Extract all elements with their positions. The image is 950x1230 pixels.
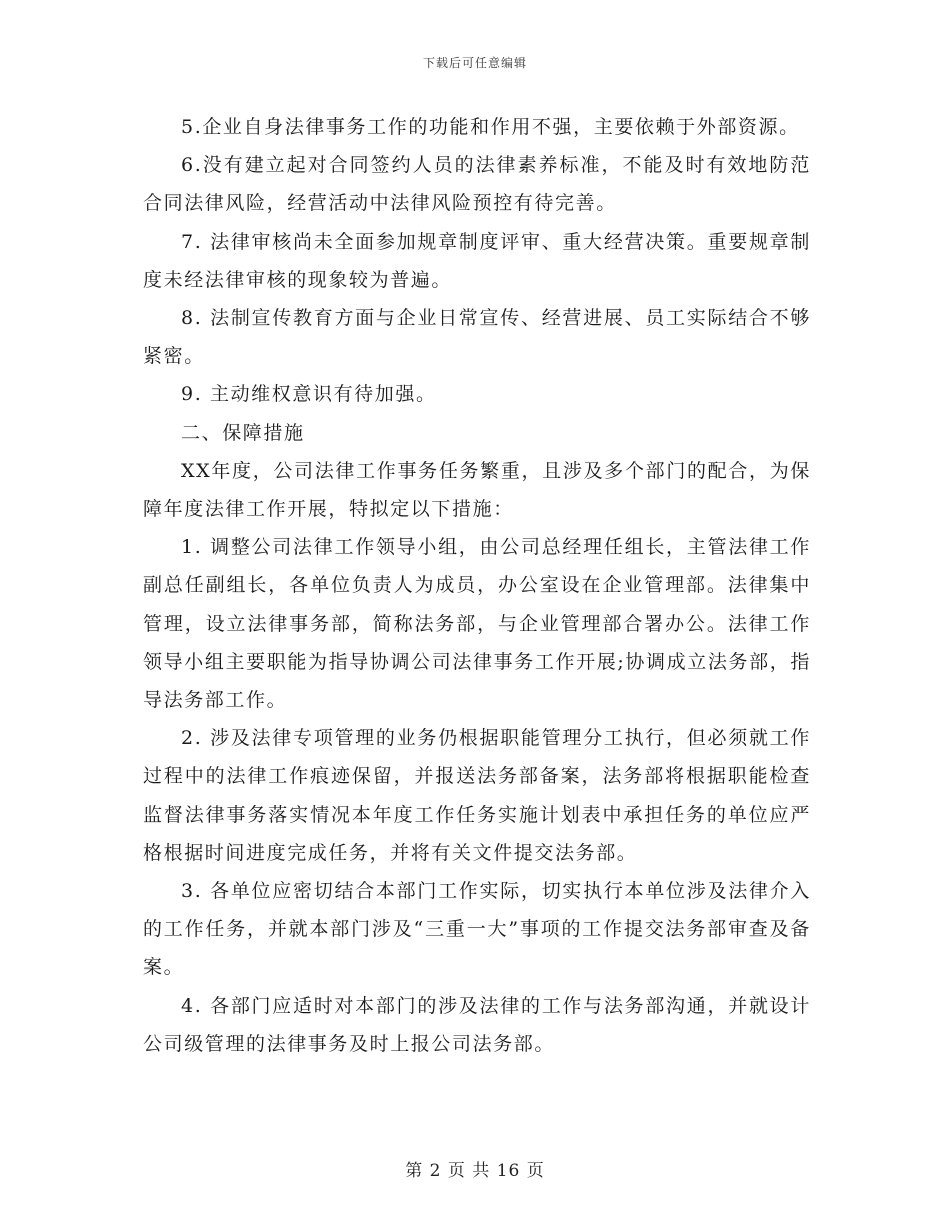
paragraph: 7. 法律审核尚未全面参加规章制度评审、重大经营决策。重要规章制度未经法律审核的现象较为普遍。 bbox=[143, 230, 811, 291]
page-number: 第 2 页 共 16 页 bbox=[405, 1161, 545, 1181]
paragraph: 5.企业自身法律事务工作的功能和作用不强，主要依赖于外部资源。 bbox=[181, 116, 800, 138]
header-note: 下载后可任意编辑 bbox=[422, 56, 527, 70]
paragraph: 3. 各单位应密切结合本部门工作实际，切实执行本单位涉及法律介入的工作任务，并就本部门涉及“三重一大”事项的工作提交法务部审查及备案。 bbox=[143, 880, 811, 979]
paragraph: 4. 各部门应适时对本部门的涉及法律的工作与法务部沟通，并就设计公司级管理的法律事务及时上报公司法务部。 bbox=[143, 994, 811, 1055]
paragraph: XX年度，公司法律工作事务任务繁重，且涉及多个部门的配合，为保障年度法律工作开展，特拟定以下措施： bbox=[143, 459, 811, 521]
paragraph: 9. 主动维权意识有待加强。 bbox=[181, 383, 437, 406]
paragraph: 6.没有建立起对合同签约人员的法律素养标准，不能及时有效地防范合同法律风险，经营活动中法律风险预控有待完善。 bbox=[143, 154, 811, 215]
paragraph: 2. 涉及法律专项管理的业务仍根据职能管理分工执行，但必须就工作过程中的法律工作痕迹保留，并报送法务部备案，法务部将根据职能检查监督法律事务落实情况本年度工作任务实施计划表中承担任务的单位应严格根据时间进度完成任务，并将有关文件提交法务部。 bbox=[143, 727, 811, 864]
paragraph: 8. 法制宣传教育方面与企业日常宣传、经营进展、员工实际结合不够紧密。 bbox=[143, 307, 811, 368]
section-heading: 二、保障措施 bbox=[181, 421, 305, 444]
paragraph: 1. 调整公司法律工作领导小组，由公司总经理任组长，主管法律工作副总任副组长，各单位负责人为成员，办公室设在企业管理部。法律集中管理，设立法律事务部，简称法务部，与企业管理部合署办公。法律工作领导小组主要职能为指导协调公司法律事务工作开展;协调成立法务部，指导法务部工作。 bbox=[143, 536, 811, 712]
document-body bbox=[143, 108, 811, 1063]
